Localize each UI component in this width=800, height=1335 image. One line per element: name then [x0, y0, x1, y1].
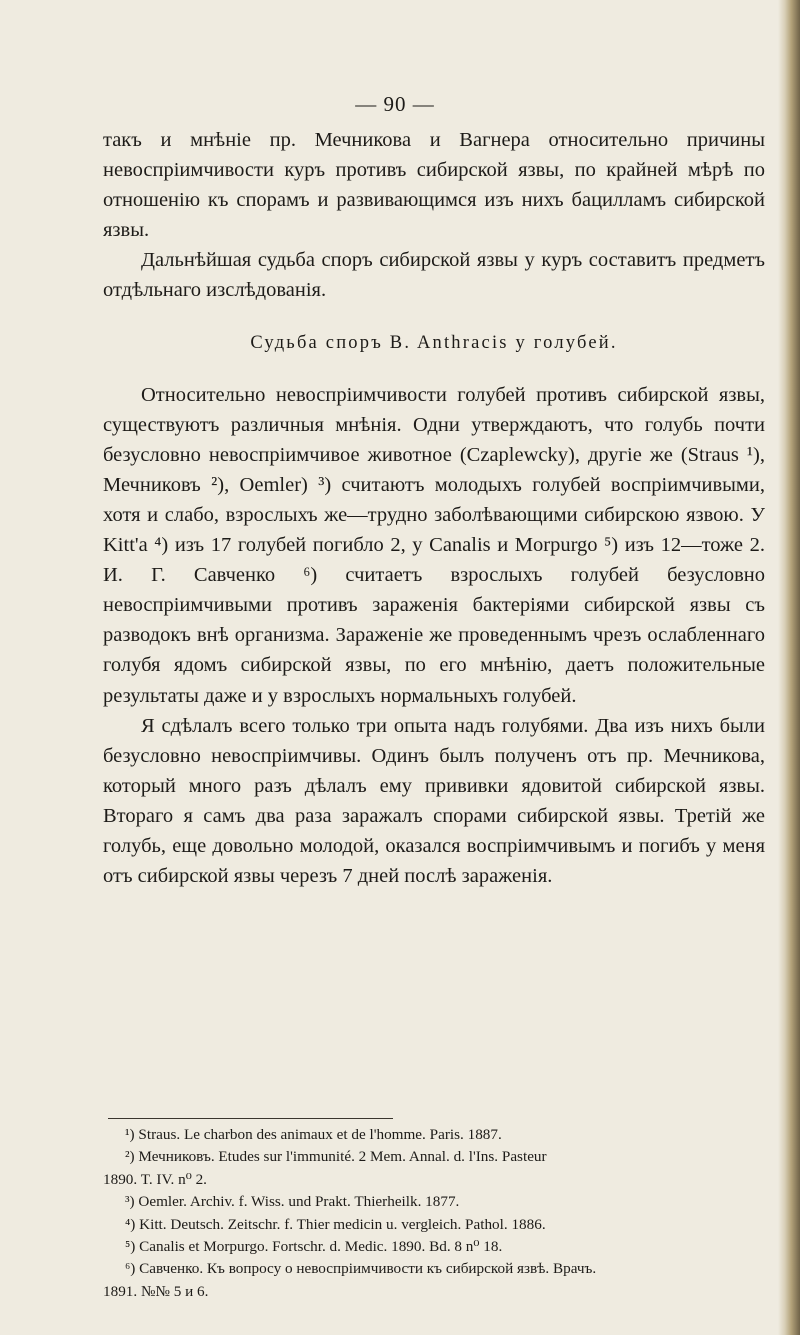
paragraph-1: такъ и мнѣніе пр. Мечникова и Вагнера относительно причины невоспріимчивости куръ противъ сибирской язвы, по крайней мѣрѣ по отношенію къ спорамъ и развивающимся изъ нихъ бацилламъ сибирской язвы. — [103, 129, 765, 242]
footnote-3: ³) Oemler. Archiv. f. Wiss. und Prakt. Thierheilk. 1877. — [125, 1193, 460, 1211]
footnote-6-continuation: 1891. №№ 5 и 6. — [103, 1282, 209, 1300]
footnote-2-continuation: 1890. T. IV. n⁰ 2. — [103, 1170, 207, 1188]
main-text — [103, 125, 765, 891]
paragraph-4: Я сдѣлалъ всего только три опыта надъ голубями. Два изъ нихъ были безусловно невоспріимчивы. Одинъ былъ полученъ отъ пр. Мечникова, который много разъ дѣлалъ ему прививки ядовитой сибирской язвы. Втораго я самъ два раза заражалъ спорами сибирской язвы. Третій же голубь, еще довольно молодой, оказался воспріимчивымъ и погибъ у меня отъ сибирской язвы черезъ 7 дней послѣ зараженія. — [103, 714, 765, 888]
footnote-4: ⁴) Kitt. Deutsch. Zeitschr. f. Thier medicin u. vergleich. Pathol. 1886. — [125, 1215, 546, 1233]
footnote-separator — [108, 1118, 393, 1119]
footnote-5: ⁵) Canalis et Morpurgo. Fortschr. d. Medic. 1890. Bd. 8 n⁰ 18. — [125, 1238, 503, 1256]
paragraph-3: Относительно невоспріимчивости голубей противъ сибирской язвы, существуютъ различныя мнѣнія. Одни утверждаютъ, что голубь почти безусловно невоспріимчивое животное (Czaplewcky), другіе же (Straus ¹), Мечниковъ ²), Oemler) ³) считаютъ молодыхъ голубей воспріимчивыми, хотя и слабо, взрослыхъ же—трудно заболѣвающими сибирскою язвою. У Kitt'a ⁴) изъ 17 голубей погибло 2, у Canalis и Morpurgo ⁵) изъ 12—тоже 2. И. Г. Савченко ⁶) считаетъ взрослыхъ голубей безусловно невоспріимчивыми противъ зараженія бактеріями сибирской язвы съ разводокъ внѣ организма. Зараженіе же проведеннымъ чрезъ ослабленнаго голубя ядомъ сибирской язвы, по его мнѣнію, даетъ положительные результаты даже и у взрослыхъ нормальныхъ голубей. — [103, 383, 765, 707]
footnotes — [103, 1124, 765, 1303]
page-edge-shadow — [778, 0, 800, 1335]
footnote-1: ¹) Straus. Le charbon des animaux et de l'homme. Paris. 1887. — [125, 1126, 502, 1143]
footnote-6: ⁶) Савченко. Къ вопросу о невоспріимчивости къ сибирской язвѣ. Врачъ. — [125, 1260, 597, 1278]
page-number: — 90 — — [355, 92, 435, 116]
section-heading: Судьба споръ B. Anthracis у голубей. — [250, 332, 618, 353]
paragraph-2: Дальнѣйшая судьба споръ сибирской язвы у куръ составитъ предметъ отдѣльнаго изслѣдованія. — [103, 249, 765, 302]
footnote-2: ²) Мечниковъ. Etudes sur l'immunité. 2 Mem. Annal. d. l'Ins. Pasteur — [125, 1148, 547, 1166]
